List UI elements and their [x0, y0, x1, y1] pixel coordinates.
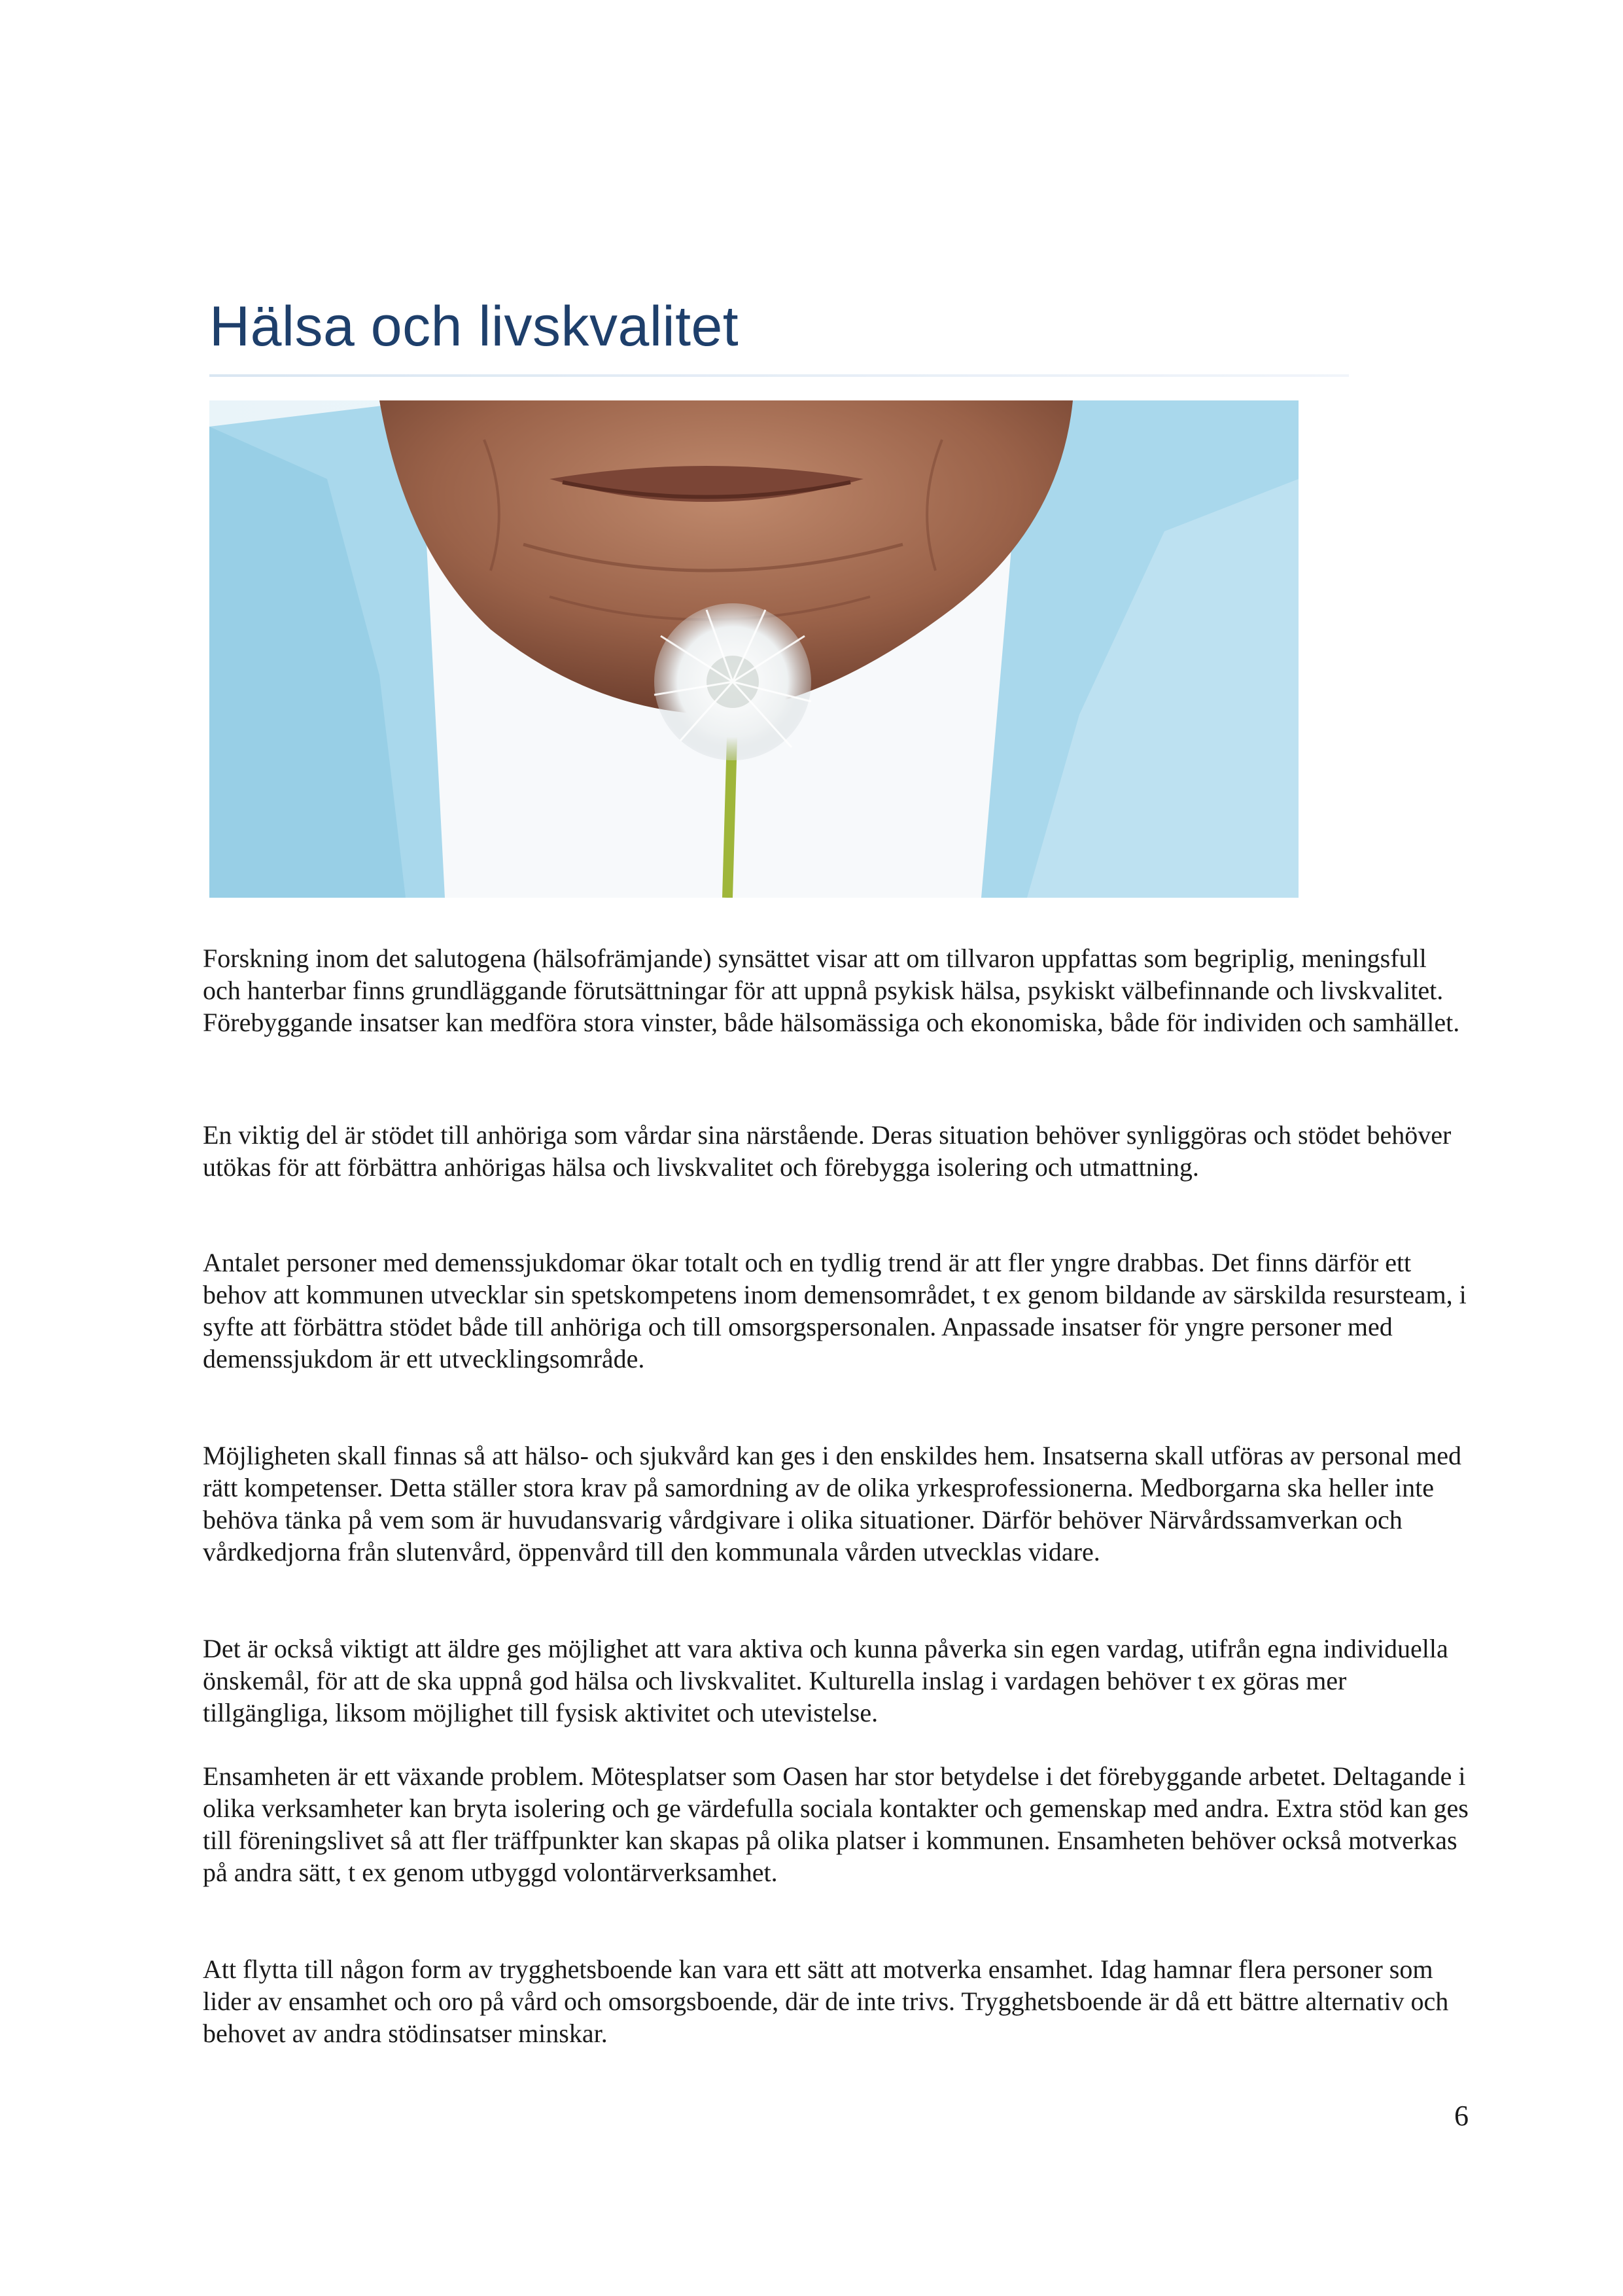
- paragraph: Antalet personer med demenssjukdomar ökar totalt och en tydlig trend är att fler yngre drabbas. Det finns därför ett behov att kommunen utvecklar sin spetskompetens inom demensområdet, t ex genom bildande av särskilda resursteam, i syfte att förbättra stödet både till anhöriga och till omsorgspersonalen. Anpassade insatser för yngre personer med demenssjukdom är ett utvecklingsområde.: [203, 1248, 1467, 1373]
- paragraph: Att flytta till någon form av trygghetsboende kan vara ett sätt att motverka ensamhet. Idag hamnar flera personer som lider av ensamhet och oro på vård och omsorgsboende, där de inte trivs. Trygghetsboende är då ett bättre alternativ och behovet av andra stödinsatser minskar.: [203, 1954, 1449, 2048]
- paragraph: Möjligheten skall finnas så att hälso- och sjukvård kan ges i den enskildes hem. Insatserna skall utföras av personal med rätt kompetenser. Detta ställer stora krav på samordning av de olika yrkesprofessionerna. Medborgarna ska heller inte behöva tänka på vem som är huvudansvarig vårdgivare i olika situationer. Därför behöver Närvårdssamverkan och vårdkedjorna från slutenvård, öppenvård till den kommunala vården utvecklas vidare.: [203, 1441, 1461, 1566]
- paragraph: Forskning inom det salutogena (hälsofrämjande) synsättet visar att om tillvaron uppfattas som begriplig, meningsfull och hanterbar finns grundläggande förutsättningar för att uppnå psykisk hälsa, psykiskt välbefinnande och livskvalitet. Förebyggande insatser kan medföra stora vinster, både hälsomässiga och ekonomiska, både för individen och samhället.: [203, 944, 1460, 1037]
- paragraph: Ensamheten är ett växande problem. Mötesplatser som Oasen har stor betydelse i det förebyggande arbetet. Deltagande i olika verksamheter kan bryta isolering och ge värdefulla sociala kontakter och gemenskap med andra. Extra stöd kan ges till föreningslivet så att fler träffpunkter kan skapas på olika platser i kommunen. Ensamheten behöver också motverkas på andra sätt, t ex genom utbyggd volontärverksamhet.: [203, 1761, 1469, 1887]
- title-underline: [209, 374, 1349, 377]
- paragraph: Det är också viktigt att äldre ges möjlighet att vara aktiva och kunna påverka sin egen vardag, utifrån egna individuella önskemål, för att de ska uppnå god hälsa och livskvalitet. Kulturella inslag i vardagen behöver t ex göras mer tillgängliga, liksom möjlighet till fysisk aktivitet och utevistelse.: [203, 1634, 1448, 1727]
- page-number: 6: [1454, 2100, 1469, 2132]
- page-title: Hälsa och livskvalitet: [209, 295, 739, 358]
- dandelion-photo: [209, 400, 1299, 898]
- paragraph: En viktig del är stödet till anhöriga som vårdar sina närstående. Deras situation behöver synliggöras och stödet behöver utökas för att förbättra anhörigas hälsa och livskvalitet och förebygga isolering och utmattning.: [203, 1120, 1452, 1182]
